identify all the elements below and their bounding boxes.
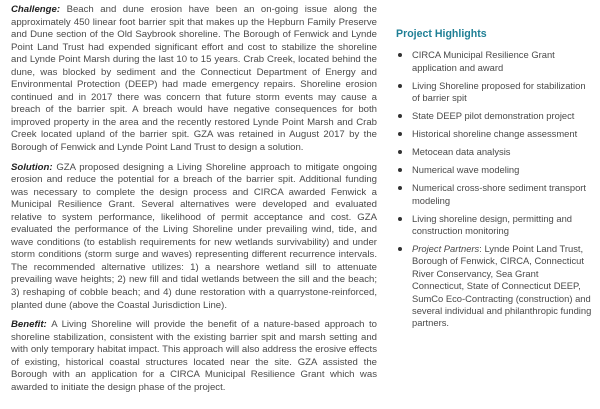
- highlight-item: Numerical cross-shore sediment transport modeling: [393, 182, 593, 207]
- highlight-item: State DEEP pilot demonstration project: [393, 110, 593, 122]
- partners-label: Project Partners: [412, 243, 480, 255]
- highlight-item-partners: Project Partners: Lynde Point Land Trust, Borough of Fenwick, CIRCA, Connecticut River Conservancy, Sea Grant Connecticut, State of Connecticut DEEP, SumCo Eco-Contracting (construction) and several individual and philanthropic funding partners.: [393, 243, 593, 330]
- project-highlights-panel: [393, 28, 593, 335]
- bullet-icon: [398, 168, 402, 172]
- bullet-icon: [398, 53, 402, 57]
- highlight-item: Numerical wave modeling: [393, 164, 593, 176]
- bullet-icon: [398, 132, 402, 136]
- highlights-list: [393, 49, 593, 329]
- highlight-item: Historical shoreline change assessment: [393, 128, 593, 140]
- benefit-text: A Living Shoreline will provide the benefit of a nature-based approach to shoreline stabilization, consistent with the existing barrier spit and marsh setting and with only temporary habitat impact. This approach will also address the erosive effects of existing, historical coastal structures located near the site. GZA assisted the Borough with an application for a CIRCA Municipal Resilience Grant which was awarded to initiate the design phase of the project.: [11, 319, 377, 393]
- highlight-item: Living Shoreline proposed for stabilization of barrier spit: [393, 80, 593, 105]
- bullet-icon: [398, 84, 402, 88]
- challenge-paragraph: Challenge: Beach and dune erosion have been an on-going issue along the approximately 450 linear foot barrier spit that makes up the Hepburn Family Preserve and Dune section of the Old Saybrook shoreline. The Borough of Fenwick and Lynde Point Land Trust had expended significant effort and cost to stabilize the shoreline and Lynde Point Marsh during the last 10 to 15 years. Crab Creek, located behind the dune, was blocked by sediment and the Connecticut Department of Energy and Environmental Protection (DEEP) had made emergency repairs. Shoreline erosion continued and in 2017 there was concern that future storm events may cause a breach of the barrier spit. A breach would have negative consequences for both improved property in the area and the recently restored Lynde Point Marsh and Crab Creek located upland of the barrier spit. GZA was retained in August 2017 by the Borough of Fenwick and Lynde Point Land Trust to design a solution.: [11, 4, 377, 154]
- project-description: [11, 4, 377, 401]
- bullet-icon: [398, 247, 402, 251]
- partners-text: Lynde Point Land Trust, Borough of Fenwick, CIRCA, Connecticut River Conservancy, Sea Grant Connecticut, State of Connecticut DEEP, SumCo Eco-Contracting (construction) and several individual and philanthropic funding partners.: [412, 243, 592, 329]
- bullet-icon: [398, 150, 402, 154]
- solution-label: Solution: [11, 161, 50, 173]
- highlight-item: CIRCA Municipal Resilience Grant application and award: [393, 49, 593, 74]
- challenge-label: Challenge: [11, 4, 57, 15]
- highlights-title: Project Highlights: [396, 28, 487, 40]
- benefit-paragraph: Benefit: A Living Shoreline will provide the benefit of a nature-based approach to shoreline stabilization, consistent with the existing barrier spit and marsh setting and with only temporary habitat impact. This approach will also address the erosive effects of existing, historical coastal structures located near the site. GZA assisted the Borough with an application for a CIRCA Municipal Resilience Grant which was awarded to initiate the design phase of the project.: [11, 319, 377, 393]
- highlight-item: Metocean data analysis: [393, 146, 593, 158]
- bullet-icon: [398, 114, 402, 118]
- benefit-label: Benefit: [11, 319, 44, 331]
- solution-text: GZA proposed designing a Living Shoreline approach to mitigate ongoing erosion and reduce the potential for a breach of the barrier spit. Additional funding was necessary to complete the design process and CIRCA awarded Fenwick a Municipal Resilience Grant. Several alternatives were developed and evaluated relative to system performance, likelihood of permit acceptance and cost. GZA evaluated the performance of the Living Shoreline under prevailing wind, tide, and wave conditions (to establish requirements for new wetlands survivability) and under storm conditions (storm surge and waves) representing different recurrence intervals. The recommended alternative utilizes: 1) a nearshore wetland sill to attenuate prevailing wave heights; 2) new fill and tidal wetlands between the sill and the beach; 3) reshaping of cobble beach; and 4) dune restoration with a quarrystone-reinforced, planted dune (above the Coastal Jurisdiction Line).: [11, 161, 377, 311]
- bullet-icon: [398, 217, 402, 221]
- bullet-icon: [398, 186, 402, 190]
- highlight-item: Living shoreline design, permitting and construction monitoring: [393, 213, 593, 238]
- challenge-text: Beach and dune erosion have been an on-going issue along the approximately 450 linear foot barrier spit that makes up the Hepburn Family Preserve and Dune section of the Old Saybrook shoreline. The Borough of Fenwick and Lynde Point Land Trust had expended significant effort and cost to stabilize the shoreline and Lynde Point Marsh during the last 10 to 15 years. Crab Creek, located behind the dune, was blocked by sediment and the Connecticut Department of Energy and Environmental Protection (DEEP) had made emergency repairs. Shoreline erosion continued and in 2017 there was concern that future storm events may cause a breach of the barrier spit. A breach would have negative consequences for both improved property in the area and the recently restored Lynde Point Marsh and Crab Creek located upland of the barrier spit. GZA was retained in August 2017 by the Borough of Fenwick and Lynde Point Land Trust to design a solution.: [11, 4, 377, 154]
- solution-paragraph: Solution: GZA proposed designing a Living Shoreline approach to mitigate ongoing erosion and reduce the potential for a breach of the barrier spit. Additional funding was necessary to complete the design process and CIRCA awarded Fenwick a Municipal Resilience Grant. Several alternatives were developed and evaluated relative to system performance, likelihood of permit acceptance and cost. GZA evaluated the performance of the Living Shoreline under prevailing wind, tide, and wave conditions (to establish requirements for new wetlands survivability) and under storm conditions (storm surge and waves) representing different recurrence intervals. The recommended alternative utilizes: 1) a nearshore wetland sill to attenuate prevailing wave heights; 2) new fill and tidal wetlands between the sill and the beach; 3) reshaping of cobble beach; and 4) dune restoration with a quarrystone-reinforced, planted dune (above the Coastal Jurisdiction Line).: [11, 161, 377, 311]
